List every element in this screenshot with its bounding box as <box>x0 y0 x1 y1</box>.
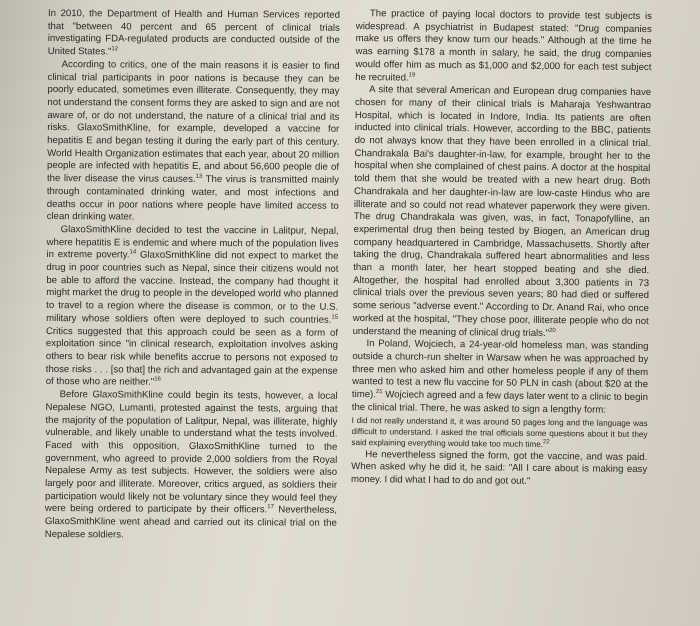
footnote-marker: 19 <box>408 71 416 78</box>
footnote-marker: 21 <box>375 389 383 396</box>
footnote-marker: 17 <box>267 504 274 511</box>
paragraph <box>45 389 338 543</box>
paragraph <box>46 224 339 391</box>
paragraph-text: According to critics, one of the main reasons it is easier to find clinical trial participants in poor nations is because they can be poorly educated, sometimes even illiterate. Consequently, they may not understand the consent forms they are asked to sign and are not aware of, or do not understand, the nature of a clinical trial and its risks. GlaxoSmithKline, for example, developed a vaccine for hepatitis E and began testing it during the early part of this century. World Health Organization estimates that each year, about 20 million people are infected with hepatitis E, and about 56,600 people die of the liver disease the virus causes. <box>46 58 340 186</box>
footnote-marker: 16 <box>154 376 161 383</box>
paragraph <box>352 338 649 417</box>
block-quote <box>351 414 647 451</box>
paragraph-text: Nevertheless, GlaxoSmithKline went ahead and carried out its clinical trial on the Nepalese soldiers. <box>44 504 337 541</box>
paragraph-text: Wojciech agreed and a few days later went to a clinic to begin the clinical trial. There, he was asked to sign a lengthy form: <box>351 389 648 416</box>
paragraph-text: A site that several American and European drug companies have chosen for many of their clinical trials is Maharaja Yeshwantrao Hospital, which is located in Indore, India. Its patients are often inducted into clinical trials. However, according to the BBC, patients do not always know that they have been enrolled in a clinical trial. Chandrakala Bai's daughter-in-law, for example, brought her to the hospital when she complained of chest pains. A doctor at the hospital told them that she would be treated with a new heart drug. Both Chandrakala and her daughter-in-law are low-caste Hindus who are illiterate and so could not read whatever paperwork they were given. The drug Chandrakala was given, was, in fact, Tonapofylline, an experimental drug then being tested by Biogen, an American drug company headquartered in Cambridge, Massachusetts. Shortly after taking the drug, Chandrakala suffered heart abnormalities and less than a month later, her heart stopped beating and she died. Altogether, the hospital had enrolled about 3,300 patients in 73 clinical trials over the previous seven years; 80 had died or suffered some serious "adverse event." According to Dr. Anand Rai, who once worked at the hospital, "They chose poor, illiterate people who do not understand the meaning of clinical drug trials." <box>352 84 652 339</box>
paragraph <box>47 59 340 226</box>
paragraph-text: Before GlaxoSmithKline could begin its tests, however, a local Nepalese NGO, Lumanti, protested against the tests, arguing that the majority of the population of Lalitpur, Nepal, was illiterate, highly vulnerable, and likely unable to understand what the tests involved. Faced with this opposition, GlaxoSmithKline turned to the government, who agreed to provide 2,000 soldiers from the Royal Nepalese Army as test subjects. However, the soldiers were also largely poor and illiterate. Moreover, critics argued, as soldiers their participation would likely not be voluntary since they would feel they were being ordered to participate by their officers. <box>44 389 338 516</box>
paragraph <box>355 8 652 87</box>
left-column <box>45 8 340 543</box>
paragraph <box>48 8 340 61</box>
footnote-marker: 13 <box>195 173 203 180</box>
paragraph-text: The virus is transmitted mainly through contaminated drinking water, and most infections and deaths occur in poor nations where people have limited access to clean drinking water. <box>46 174 339 223</box>
footnote-marker: 22 <box>543 439 550 446</box>
paragraph-text: GlaxoSmithKline did not expect to market the drug in poor countries such as Nepal, since their citizens would not be able to afford the vaccine. Instead, the company had thought it might market the drug to people in the developed world who planned to travel to a region where the disease is common, or to the U.S. military whose soldiers often were deployed to such countries. <box>46 249 339 326</box>
paragraph-text: GlaxoSmithKline decided to test the vaccine in Lalitpur, Nepal, where hepatitis E is endemic and where much of the population lives in extreme poverty. <box>46 224 339 261</box>
footnote-marker: 20 <box>549 327 556 334</box>
right-column <box>351 8 652 490</box>
paragraph-text: The practice of paying local doctors to provide test subjects is widespread. A psychiatrist in Budapest stated: "Drug companies make us offers they know turn our heads." Although at the time he was earning $178 a month in salary, he said, the drug companies would offer him as much as $1,000 and $2,000 for each test subject he recruited. <box>355 8 652 84</box>
quote-text: I did not really understand it, it was around 50 pages long and the language was difficult to understand. I asked the trial officials some questions about it but they said explaining everything would take too much time. <box>351 415 648 450</box>
paragraph-text: He nevertheless signed the form, got the vaccine, and was paid. When asked why he did it, he said: "All I care about is making easy money. I did what I had to do and got out." <box>351 448 648 487</box>
paragraph <box>353 84 652 341</box>
footnote-marker: 12 <box>111 46 119 53</box>
paragraph-text: Critics suggested that this approach could be seen as a form of exploitation since "in clinical research, exploitation involves asking others to bear risk while benefits accrue to persons not exposed to those risks . . . [so that] the rich and advantaged gain at the expense of those who are neither." <box>45 325 339 389</box>
paragraph <box>351 449 647 490</box>
paragraph-text: In 2010, the Department of Health and Human Services reported that "between 40 percent and 65 percent of clinical trials investigating FDA-regulated products are conducted outside of the United States." <box>47 8 340 58</box>
footnote-marker: 15 <box>331 314 339 321</box>
paragraph-text: In Poland, Wojciech, a 24-year-old homeless man, was standing outside a church-run shelter in Warsaw when he was approached by three men who asked him and other homeless people if any of them wanted to test a new flu vaccine for 50 PLN in cash (about $20 at the time). <box>351 338 649 401</box>
footnote-marker: 14 <box>129 249 137 256</box>
